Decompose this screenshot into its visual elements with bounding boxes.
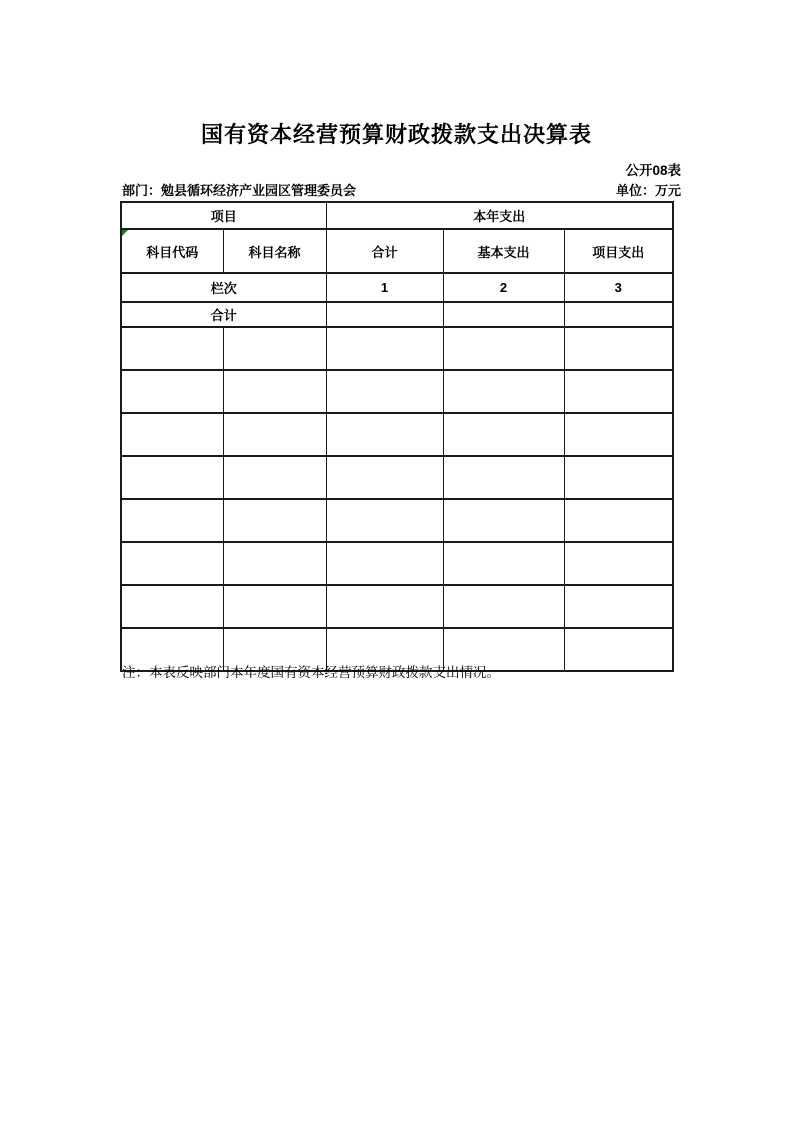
empty-cell [326, 370, 443, 413]
empty-data-row [121, 370, 673, 413]
empty-data-row [121, 413, 673, 456]
lane-number-3: 3 [564, 273, 673, 302]
empty-cell [443, 370, 564, 413]
table-header-group-row [121, 202, 673, 229]
empty-cell [121, 327, 223, 370]
header-item-group: 项目 [121, 202, 326, 229]
empty-cell [326, 327, 443, 370]
empty-cell [326, 413, 443, 456]
empty-cell [223, 327, 326, 370]
empty-cell [564, 499, 673, 542]
empty-cell [223, 542, 326, 585]
empty-cell [223, 413, 326, 456]
empty-cell [121, 585, 223, 628]
header-subject-name: 科目名称 [223, 229, 326, 273]
total-row [121, 302, 673, 327]
total-row-label: 合计 [121, 302, 326, 327]
empty-data-row [121, 585, 673, 628]
lane-label: 栏次 [121, 273, 326, 302]
header-basic-expense: 基本支出 [443, 229, 564, 273]
header-subject-code-label: 科目代码 [146, 244, 199, 260]
empty-cell [443, 327, 564, 370]
lane-number-2: 2 [443, 273, 564, 302]
empty-cell [443, 456, 564, 499]
empty-cell [443, 542, 564, 585]
empty-cell [564, 542, 673, 585]
unit-label: 单位：万元 [615, 183, 681, 198]
empty-cell [326, 542, 443, 585]
header-total: 合计 [326, 229, 443, 273]
empty-cell [564, 413, 673, 456]
empty-cell [223, 585, 326, 628]
empty-cell [121, 499, 223, 542]
empty-data-row [121, 456, 673, 499]
empty-cell [223, 370, 326, 413]
empty-cell [564, 456, 673, 499]
empty-cell [121, 542, 223, 585]
empty-cell [121, 370, 223, 413]
department-label: 部门：勉县循环经济产业园区管理委员会 [122, 183, 357, 198]
empty-cell [326, 499, 443, 542]
empty-cell [121, 456, 223, 499]
empty-cell [564, 585, 673, 628]
empty-cell [443, 585, 564, 628]
cell-corner-indicator-icon [122, 230, 128, 236]
total-row-total-cell [326, 302, 443, 327]
lane-number-1: 1 [326, 273, 443, 302]
empty-cell [326, 456, 443, 499]
empty-data-row [121, 542, 673, 585]
page-title: 国有资本经营预算财政拨款支出决算表 [200, 122, 592, 147]
empty-cell [564, 370, 673, 413]
empty-cell [443, 413, 564, 456]
expense-table [120, 201, 674, 672]
total-row-basic-cell [443, 302, 564, 327]
empty-data-row [121, 327, 673, 370]
empty-cell [223, 499, 326, 542]
footnote: 注：本表反映部门本年度国有资本经营预算财政拨款支出情况。 [122, 665, 500, 680]
empty-cell [223, 456, 326, 499]
header-subject-code [121, 229, 223, 273]
empty-cell [564, 628, 673, 671]
empty-cell [121, 413, 223, 456]
table-header-columns-row [121, 229, 673, 273]
empty-data-row [121, 499, 673, 542]
total-row-project-cell [564, 302, 673, 327]
header-year-expense-group: 本年支出 [326, 202, 673, 229]
empty-cell [564, 327, 673, 370]
header-project-expense: 项目支出 [564, 229, 673, 273]
form-number-label: 公开08表 [625, 163, 681, 178]
empty-cell [326, 585, 443, 628]
lane-number-row [121, 273, 673, 302]
empty-cell [443, 499, 564, 542]
